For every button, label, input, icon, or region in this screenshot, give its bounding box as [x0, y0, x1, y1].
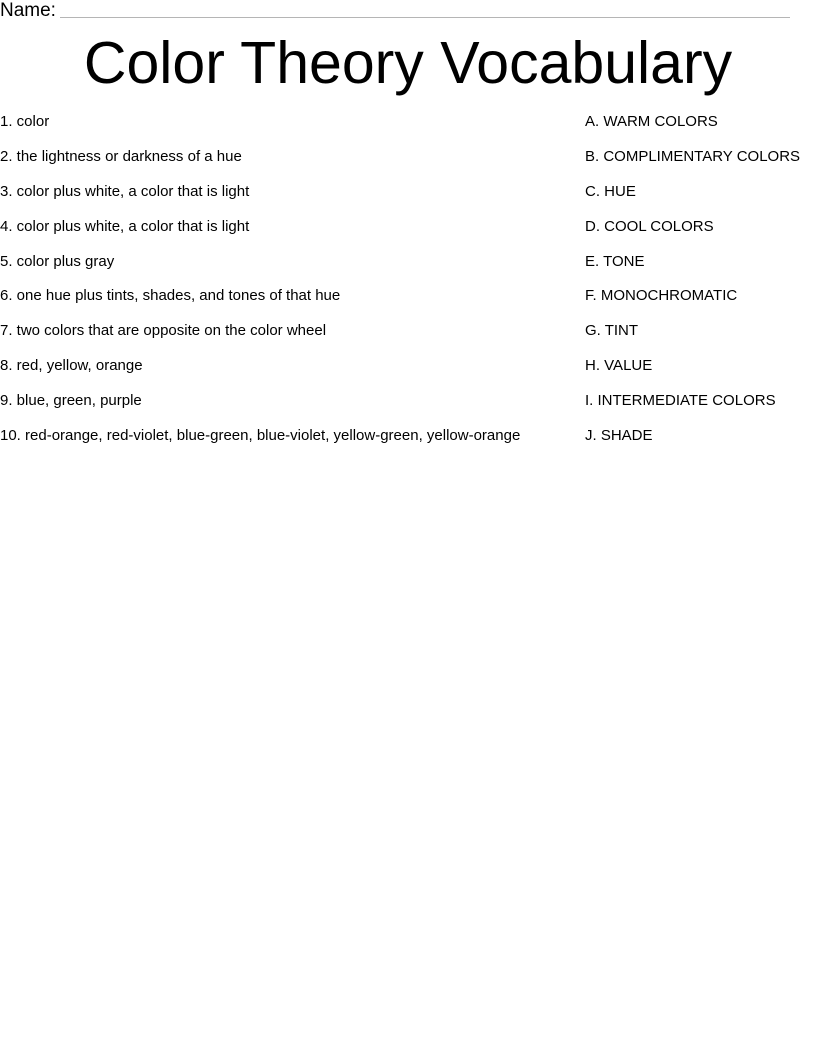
- clue-item: 1. color: [0, 113, 50, 130]
- clue-item: 10. red-orange, red-violet, blue-green, blue-violet, yellow-green, yellow-orange: [0, 427, 521, 445]
- clue-item: 5. color plus gray: [0, 252, 115, 270]
- clue-item: 9. blue, green, purple: [0, 392, 142, 410]
- clue-item: 8. red, yellow, orange: [0, 357, 143, 375]
- answer-item: G. TINT: [585, 322, 639, 340]
- name-field: [0, 0, 790, 22]
- name-label: Name:: [0, 0, 56, 21]
- clue-item: 4. color plus white, a color that is light: [0, 217, 250, 235]
- answer-item: C. HUE: [585, 182, 636, 200]
- name-underline[interactable]: [60, 17, 790, 18]
- clue-item: 2. the lightness or darkness of a hue: [0, 147, 242, 165]
- answer-item: J. SHADE: [585, 427, 653, 445]
- answer-item: E. TONE: [585, 252, 645, 270]
- page-title: Color Theory Vocabulary: [83, 30, 733, 96]
- answer-item: H. VALUE: [585, 357, 653, 375]
- answer-item: F. MONOCHROMATIC: [585, 287, 738, 305]
- clue-item: 3. color plus white, a color that is light: [0, 182, 250, 200]
- answer-item: D. COOL COLORS: [585, 217, 714, 235]
- answer-item: B. COMPLIMENTARY COLORS: [585, 147, 801, 165]
- clue-item: 7. two colors that are opposite on the color wheel: [0, 322, 327, 340]
- clue-list: [0, 112, 570, 461]
- answer-item: A. WARM COLORS: [585, 113, 718, 130]
- clue-item: 6. one hue plus tints, shades, and tones of that hue: [0, 287, 341, 305]
- answer-item: I. INTERMEDIATE COLORS: [585, 392, 776, 410]
- answer-list: [585, 112, 816, 461]
